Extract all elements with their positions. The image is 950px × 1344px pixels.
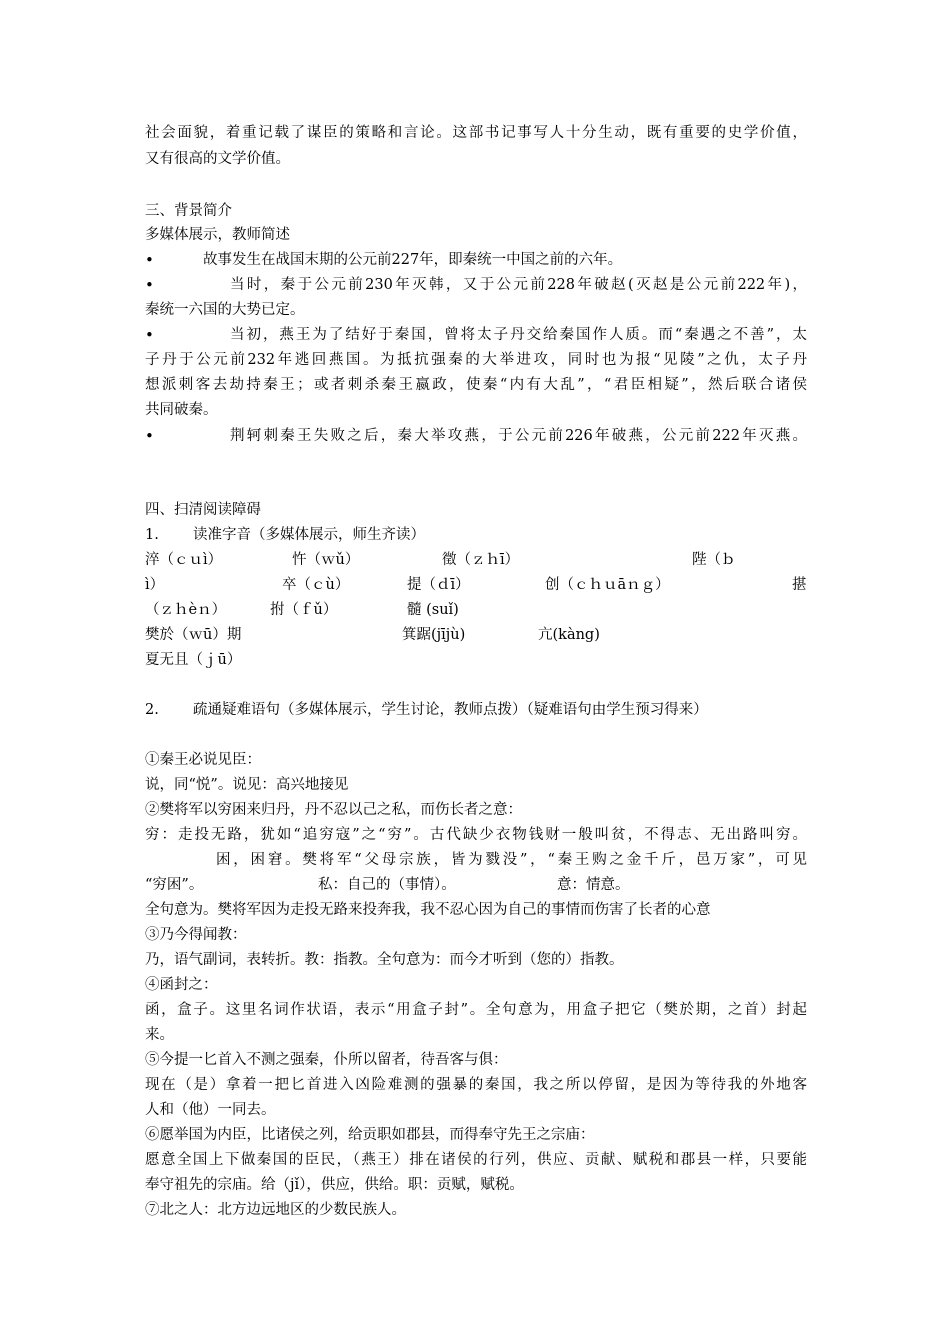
pron-zhi: 徵（ｚｈī）: [442, 552, 520, 568]
pron-bi-start: 陛（ｂ: [692, 552, 736, 568]
section-4-heading: 四、扫清阅读障碍: [145, 502, 261, 518]
pron-xiawuju: 夏无且（ｊū）: [145, 652, 242, 668]
pron-chuang: 创（ｃｈｕāｎｇ）: [545, 577, 670, 593]
note-2-explain-3c: 意：情意。: [557, 877, 630, 893]
item-1-text: 读准字音（多媒体展示，师生齐读）: [193, 527, 425, 543]
note-2-explain-3a: “穷困”。: [145, 877, 204, 893]
bullet-3-line-3: 想派刺客去劫持秦王；或者刺杀秦王嬴政，使秦“内有大乱”，“君臣相疑”，然后联合诸侯: [145, 377, 807, 393]
note-6-explain-2: 奉守祖先的宗庙。给（jǐ），供应，供给。职：贡赋，赋税。: [145, 1177, 524, 1193]
pron-fu: 拊（ｆǔ）: [270, 602, 338, 618]
pron-fanwuqi: 樊於（ｗū）期: [145, 627, 242, 643]
bullet-3-line-4: 共同破秦。: [145, 402, 218, 418]
bullet-icon: •: [145, 251, 154, 269]
item-2-number: 2.: [145, 702, 159, 718]
item-1-number: 1.: [145, 527, 159, 543]
intro-line-1: 社会面貌，着重记载了谋臣的策略和言论。这部书记事写人十分生动，既有重要的史学价值，: [145, 125, 807, 141]
note-1-quote: ①秦王必说见臣：: [145, 752, 261, 768]
pron-di: 提（ｄī）: [407, 577, 470, 593]
intro-line-2: 又有很高的文学价值。: [145, 151, 290, 167]
note-6-explain-1: 愿意全国上下做秦国的臣民，（燕王）排在诸侯的行列，供应、贡献、赋税和郡县一样，只要能: [145, 1152, 807, 1168]
bullet-icon: •: [145, 427, 154, 445]
pron-kang: 亢(kàng): [538, 627, 600, 643]
note-4-explain-2: 来。: [145, 1027, 174, 1043]
note-2-explain-4: 全句意为。樊将军因为走投无路来投奔我，我不忍心因为自己的事情而伤害了长者的心意: [145, 902, 711, 918]
note-7: ⑦北之人：北方边远地区的少数民族人。: [145, 1202, 406, 1218]
note-4-quote: ④函封之：: [145, 977, 218, 993]
section-3-heading: 三、背景简介: [145, 203, 232, 219]
bullet-2-line-1: 当时，秦于公元前230年灭韩，又于公元前228年破赵(灭赵是公元前222年)，: [230, 277, 807, 293]
pron-zhen-char: 揕: [792, 577, 807, 593]
bullet-3-line-1: 当初，燕王为了结好于秦国，曾将太子丹交给秦国作人质。而“秦遇之不善”，太: [230, 327, 807, 343]
bullet-icon: •: [145, 276, 154, 294]
note-5-explain-2: 人和（他）一同去。: [145, 1102, 276, 1118]
pron-zhen: （ｚｈèｎ）: [145, 602, 227, 618]
note-1-explain: 说，同“悦”。说见：高兴地接见: [145, 777, 349, 793]
pron-bi-end: ì）: [145, 577, 165, 593]
note-4-explain-1: 函，盒子。这里名词作状语，表示“用盒子封”。全句意为，用盒子把它（樊於期，之首）封起: [145, 1002, 807, 1018]
note-6-quote: ⑥愿举国为内臣，比诸侯之列，给贡职如郡县，而得奉守先王之宗庙：: [145, 1127, 595, 1143]
note-5-explain-1: 现在（是）拿着一把匕首进入凶险难测的强暴的秦国，我之所以停留，是因为等待我的外地客: [145, 1077, 807, 1093]
note-2-explain-1: 穷：走投无路，犹如“追穷寇”之“穷”。古代缺少衣物钱财一般叫贫，不得志、无出路叫穷。: [145, 827, 807, 843]
bullet-1-text: 故事发生在战国末期的公元前227年，即秦统一中国之前的六年。: [203, 252, 623, 268]
note-3-quote: ③乃今得闻教：: [145, 927, 247, 943]
pron-sui: 髓 (suǐ): [407, 602, 459, 618]
note-2-explain-2: 困，困窘。樊将军“父母宗族，皆为戮没”，“秦王购之金千斤，邑万家”，可见: [216, 852, 807, 868]
note-2-explain-3b: 私：自己的（事情）。: [318, 877, 456, 893]
pron-cu: 卒（ｃù）: [282, 577, 350, 593]
section-3-subtitle: 多媒体展示，教师简述: [145, 227, 290, 243]
bullet-3-line-2: 子丹于公元前232年逃回燕国。为抵抗强秦的大举进攻，同时也为报“见陵”之仇，太子丹: [145, 352, 807, 368]
note-3-explain: 乃，语气副词，表转折。教：指教。全句意为：而今才听到（您的）指教。: [145, 952, 624, 968]
pron-cui: 淬（ｃｕì）: [145, 552, 223, 568]
note-5-quote: ⑤今提一匕首入不测之强秦，仆所以留者，待吾客与俱：: [145, 1052, 508, 1068]
bullet-4-text: 荆轲刺秦王失败之后，秦大举攻燕，于公元前226年破燕，公元前222年灭燕。: [230, 428, 807, 444]
pron-wu: 忤（ｗǔ）: [292, 552, 360, 568]
item-2-text: 疏通疑难语句（多媒体展示，学生讨论，教师点拨）（疑难语句由学生预习得来）: [193, 702, 708, 718]
pron-jiju: 箕踞(jījù): [402, 627, 466, 643]
note-2-quote: ②樊将军以穷困来归丹，丹不忍以己之私，而伤长者之意：: [145, 802, 522, 818]
bullet-icon: •: [145, 326, 154, 344]
bullet-2-line-2: 秦统一六国的大势已定。: [145, 302, 305, 318]
